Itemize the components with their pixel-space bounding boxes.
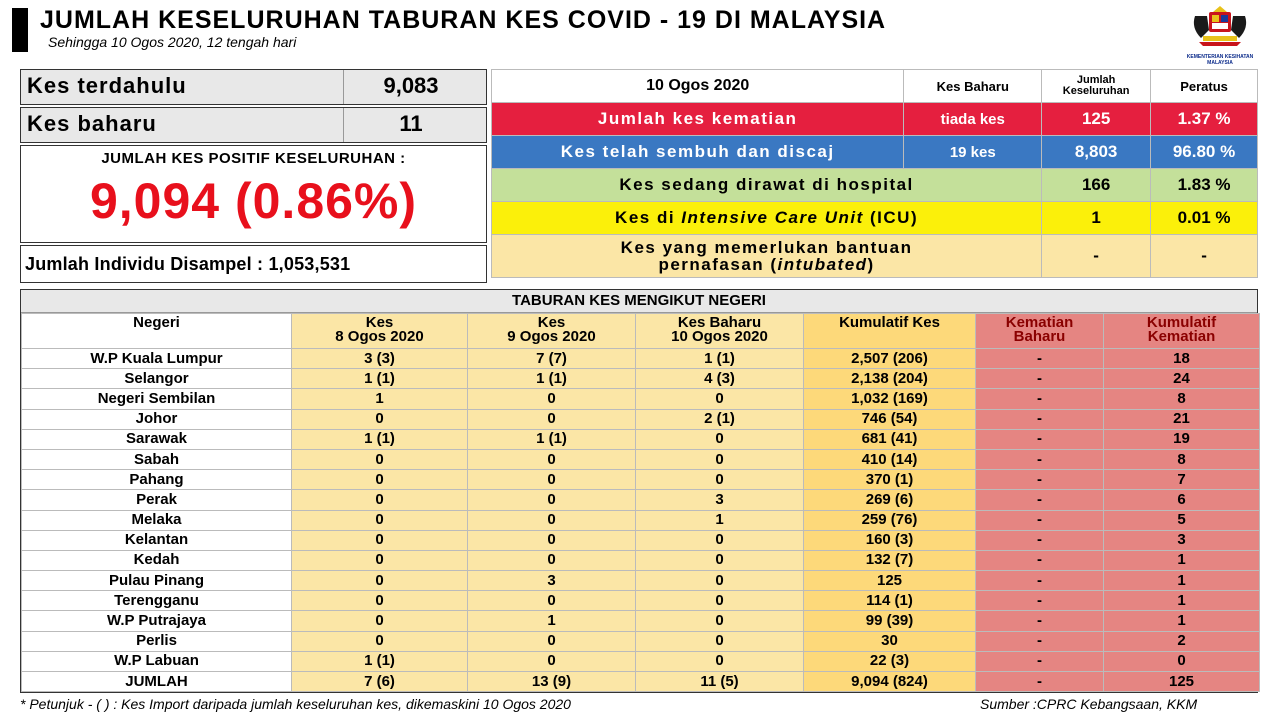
col-cumulative-deaths-cell: 7 xyxy=(1104,470,1260,490)
total-row xyxy=(22,672,1260,692)
col-state-cell: Pahang xyxy=(22,470,292,490)
col-state-cell: Perlis xyxy=(22,631,292,651)
icu-label-italic: Intensive Care Unit xyxy=(681,208,864,227)
death-row xyxy=(492,103,1258,136)
col-cases-8-aug-header xyxy=(292,314,468,349)
coat-of-arms-icon xyxy=(1185,4,1255,48)
col-state-cell: W.P Kuala Lumpur xyxy=(22,349,292,369)
header-line: Kumulatif Kes xyxy=(839,314,940,331)
table-row xyxy=(22,429,1260,449)
col-cases-8-aug-cell: 0 xyxy=(292,490,468,510)
icu-pct: 0.01 % xyxy=(1151,202,1258,235)
col-new-cases-10-aug-cell: 0 xyxy=(636,591,804,611)
recovered-total: 8,803 xyxy=(1042,136,1151,169)
col-new-deaths-cell: - xyxy=(976,389,1104,409)
col-new-cases-10-aug-cell: 0 xyxy=(636,429,804,449)
status-col-pct: Peratus xyxy=(1151,70,1258,103)
header-line: Baharu xyxy=(1013,328,1066,345)
col-state-cell: Perak xyxy=(22,490,292,510)
col-new-deaths-cell: - xyxy=(976,429,1104,449)
col-cases-8-aug-cell: 0 xyxy=(292,449,468,469)
col-cases-9-aug-cell: 0 xyxy=(468,631,636,651)
col-new-deaths-cell: - xyxy=(976,409,1104,429)
col-cumulative-cell: 30 xyxy=(804,631,976,651)
col-cumulative-cell: 370 (1) xyxy=(804,470,976,490)
col-new-deaths-cell: - xyxy=(976,490,1104,510)
col-cumulative-deaths-cell: 19 xyxy=(1104,429,1260,449)
table-row xyxy=(22,389,1260,409)
intubated-total: - xyxy=(1042,235,1151,278)
col-cases-9-aug-cell: 0 xyxy=(468,530,636,550)
intubated-pct: - xyxy=(1151,235,1258,278)
col-new-deaths-cell: - xyxy=(976,631,1104,651)
col-cumulative-deaths-cell: 8 xyxy=(1104,389,1260,409)
col-new-deaths-cell: - xyxy=(976,651,1104,671)
state-table xyxy=(21,313,1260,692)
col-state-cell: Johor xyxy=(22,409,292,429)
table-row xyxy=(22,470,1260,490)
intubated-label-line2 xyxy=(492,256,1041,273)
page-subtitle: Sehingga 10 Ogos 2020, 12 tengah hari xyxy=(48,34,297,50)
table-row xyxy=(22,369,1260,389)
table-row xyxy=(22,550,1260,570)
col-cumulative-deaths-cell: 125 xyxy=(1104,672,1260,692)
col-new-deaths-cell: - xyxy=(976,530,1104,550)
col-new-cases-10-aug-cell: 0 xyxy=(636,571,804,591)
status-col-total: Jumlah Keseluruhan xyxy=(1042,70,1151,103)
col-cases-8-aug-cell: 0 xyxy=(292,510,468,530)
previous-cases-value: 9,083 xyxy=(383,73,439,98)
header-line: Kes Baharu xyxy=(677,314,762,331)
col-cumulative-cell: 114 (1) xyxy=(804,591,976,611)
col-cases-9-aug-cell: 0 xyxy=(468,651,636,671)
previous-cases-row xyxy=(20,69,487,105)
col-cumulative-cell: 9,094 (824) xyxy=(804,672,976,692)
col-new-deaths-cell: - xyxy=(976,369,1104,389)
col-cumulative-cell: 22 (3) xyxy=(804,651,976,671)
col-cases-9-aug-cell: 1 (1) xyxy=(468,429,636,449)
total-positive-value: 9,094 (0.86%) xyxy=(89,173,418,229)
col-cumulative-deaths-cell: 18 xyxy=(1104,349,1260,369)
col-cumulative-deaths-cell: 8 xyxy=(1104,449,1260,469)
intubated-row xyxy=(492,235,1258,278)
col-cumulative-deaths-cell: 1 xyxy=(1104,591,1260,611)
col-cumulative-cell: 2,138 (204) xyxy=(804,369,976,389)
col-cumulative-deaths-cell: 0 xyxy=(1104,651,1260,671)
col-cumulative-cell: 2,507 (206) xyxy=(804,349,976,369)
new-cases-value: 11 xyxy=(399,111,423,136)
col-new-cases-10-aug-cell: 0 xyxy=(636,611,804,631)
col-cumulative-cell: 132 (7) xyxy=(804,550,976,570)
logo-text: KEMENTERIAN KESIHATAN xyxy=(1186,54,1254,60)
col-cases-9-aug-cell: 0 xyxy=(468,550,636,570)
col-cases-9-aug-cell: 0 xyxy=(468,409,636,429)
col-state-cell: Sabah xyxy=(22,449,292,469)
col-state-cell: W.P Labuan xyxy=(22,651,292,671)
col-new-cases-10-aug-cell: 0 xyxy=(636,651,804,671)
recovered-row xyxy=(492,136,1258,169)
col-new-cases-10-aug-cell: 0 xyxy=(636,449,804,469)
col-cumulative-deaths-cell: 3 xyxy=(1104,530,1260,550)
intubated-label-prefix: pernafasan ( xyxy=(658,255,778,274)
death-total: 125 xyxy=(1042,103,1151,136)
col-cases-9-aug-cell: 0 xyxy=(468,510,636,530)
col-cases-8-aug-cell: 3 (3) xyxy=(292,349,468,369)
col-new-cases-10-aug-cell: 11 (5) xyxy=(636,672,804,692)
col-state-cell: Kelantan xyxy=(22,530,292,550)
col-cumulative-deaths-header xyxy=(1104,314,1260,349)
col-state-cell: Negeri Sembilan xyxy=(22,389,292,409)
logo-text-country: MALAYSIA xyxy=(1207,60,1233,66)
table-row xyxy=(22,530,1260,550)
state-table-caption: TABURAN KES MENGIKUT NEGERI xyxy=(21,290,1257,313)
status-header-row xyxy=(492,70,1258,103)
col-new-cases-10-aug-cell: 1 xyxy=(636,510,804,530)
col-new-cases-10-aug-header xyxy=(636,314,804,349)
header-line: Kes xyxy=(537,314,566,331)
table-row xyxy=(22,449,1260,469)
header-line: Kumulatif xyxy=(1146,314,1217,331)
col-cases-8-aug-cell: 0 xyxy=(292,550,468,570)
death-new: tiada kes xyxy=(904,103,1042,136)
table-row xyxy=(22,490,1260,510)
header-line: 10 Ogos 2020 xyxy=(671,328,768,345)
col-cases-9-aug-cell: 0 xyxy=(468,591,636,611)
table-row xyxy=(22,611,1260,631)
header-accent-bar xyxy=(12,8,28,52)
col-cases-8-aug-cell: 1 (1) xyxy=(292,651,468,671)
col-cases-8-aug-cell: 0 xyxy=(292,571,468,591)
col-new-cases-10-aug-cell: 2 (1) xyxy=(636,409,804,429)
header-line: Kes xyxy=(365,314,394,331)
col-cases-8-aug-cell: 0 xyxy=(292,409,468,429)
col-cumulative-cell: 746 (54) xyxy=(804,409,976,429)
col-cumulative-deaths-cell: 2 xyxy=(1104,631,1260,651)
table-row xyxy=(22,571,1260,591)
table-row xyxy=(22,651,1260,671)
col-cases-8-aug-cell: 1 xyxy=(292,389,468,409)
col-cases-8-aug-cell: 7 (6) xyxy=(292,672,468,692)
hospital-row xyxy=(492,169,1258,202)
total-positive-label: JUMLAH KES POSITIF KESELURUHAN : xyxy=(101,150,406,167)
col-cases-8-aug-cell: 0 xyxy=(292,530,468,550)
col-new-cases-10-aug-cell: 0 xyxy=(636,470,804,490)
new-cases-row xyxy=(20,107,487,143)
col-cases-9-aug-header xyxy=(468,314,636,349)
hospital-label: Kes sedang dirawat di hospital xyxy=(492,169,1042,202)
col-cases-9-aug-cell: 0 xyxy=(468,449,636,469)
recovered-new: 19 kes xyxy=(904,136,1042,169)
col-cumulative-deaths-cell: 1 xyxy=(1104,550,1260,570)
col-new-deaths-cell: - xyxy=(976,470,1104,490)
col-cumulative-cell: 99 (39) xyxy=(804,611,976,631)
hospital-pct: 1.83 % xyxy=(1151,169,1258,202)
table-row xyxy=(22,631,1260,651)
state-table-body xyxy=(22,349,1260,692)
ministry-logo xyxy=(1170,4,1270,64)
tested-individuals-label: Jumlah Individu Disampel : 1,053,531 xyxy=(25,254,351,274)
icu-label-suffix: (ICU) xyxy=(863,208,919,227)
tested-individuals-box xyxy=(20,245,487,283)
col-new-deaths-cell: - xyxy=(976,550,1104,570)
col-state-cell: Kedah xyxy=(22,550,292,570)
col-new-cases-10-aug-cell: 0 xyxy=(636,530,804,550)
intubated-label-suffix: ) xyxy=(867,255,875,274)
col-new-deaths-cell: - xyxy=(976,672,1104,692)
icu-label-prefix: Kes di xyxy=(615,208,682,227)
col-new-deaths-cell: - xyxy=(976,591,1104,611)
recovered-label: Kes telah sembuh dan discaj xyxy=(492,136,904,169)
col-cumulative-deaths-cell: 5 xyxy=(1104,510,1260,530)
intubated-label xyxy=(492,235,1042,278)
col-new-cases-10-aug-cell: 1 (1) xyxy=(636,349,804,369)
intubated-label-line1: Kes yang memerlukan bantuan xyxy=(620,238,913,257)
total-positive-box xyxy=(20,145,487,243)
table-row xyxy=(22,510,1260,530)
col-cases-8-aug-cell: 1 (1) xyxy=(292,429,468,449)
header-line: 9 Ogos 2020 xyxy=(507,328,596,345)
col-new-cases-10-aug-cell: 0 xyxy=(636,631,804,651)
header-line: 8 Ogos 2020 xyxy=(335,328,424,345)
col-cumulative-deaths-cell: 1 xyxy=(1104,611,1260,631)
col-new-cases-10-aug-cell: 3 xyxy=(636,490,804,510)
new-cases-label: Kes baharu xyxy=(27,111,157,136)
table-row xyxy=(22,591,1260,611)
state-table-header xyxy=(22,314,1260,349)
col-cumulative-cell: 125 xyxy=(804,571,976,591)
col-cases-8-aug-cell: 0 xyxy=(292,631,468,651)
state-distribution xyxy=(20,289,1258,693)
col-cumulative-deaths-cell: 24 xyxy=(1104,369,1260,389)
col-cases-8-aug-cell: 0 xyxy=(292,611,468,631)
col-cumulative-cell: 681 (41) xyxy=(804,429,976,449)
previous-cases-label: Kes terdahulu xyxy=(27,73,187,98)
header-line: Kematian xyxy=(1005,314,1074,331)
col-cases-8-aug-cell: 1 (1) xyxy=(292,369,468,389)
col-new-deaths-cell: - xyxy=(976,571,1104,591)
col-cases-8-aug-cell: 0 xyxy=(292,591,468,611)
col-state-cell: Selangor xyxy=(22,369,292,389)
header-line: Kematian xyxy=(1147,328,1216,345)
col-new-cases-10-aug-cell: 0 xyxy=(636,550,804,570)
col-cumulative-cell: 269 (6) xyxy=(804,490,976,510)
col-new-cases-10-aug-cell: 4 (3) xyxy=(636,369,804,389)
col-new-deaths-cell: - xyxy=(976,510,1104,530)
death-pct: 1.37 % xyxy=(1151,103,1258,136)
col-cumulative-deaths-cell: 6 xyxy=(1104,490,1260,510)
col-state-cell: JUMLAH xyxy=(22,672,292,692)
col-new-deaths-cell: - xyxy=(976,349,1104,369)
icu-total: 1 xyxy=(1042,202,1151,235)
hospital-total: 166 xyxy=(1042,169,1151,202)
footnote: * Petunjuk - ( ) : Kes Import daripada jumlah keseluruhan kes, dikemaskini 10 Ogos 2020 xyxy=(20,696,571,712)
col-cumulative-cell: 410 (14) xyxy=(804,449,976,469)
col-cases-9-aug-cell: 0 xyxy=(468,470,636,490)
icu-row xyxy=(492,202,1258,235)
case-status-table xyxy=(491,69,1258,278)
col-cumulative-deaths-cell: 1 xyxy=(1104,571,1260,591)
col-cases-9-aug-cell: 7 (7) xyxy=(468,349,636,369)
icu-label xyxy=(492,202,1042,235)
header-line: Negeri xyxy=(133,314,180,331)
col-state-cell: W.P Putrajaya xyxy=(22,611,292,631)
source-note: Sumber :CPRC Kebangsaan, KKM xyxy=(980,696,1198,712)
col-new-deaths-header xyxy=(976,314,1104,349)
col-new-deaths-cell: - xyxy=(976,611,1104,631)
col-cases-8-aug-cell: 0 xyxy=(292,470,468,490)
col-cumulative-cell: 259 (76) xyxy=(804,510,976,530)
col-cumulative-header xyxy=(804,314,976,349)
col-cases-9-aug-cell: 3 xyxy=(468,571,636,591)
col-cases-9-aug-cell: 0 xyxy=(468,490,636,510)
death-label: Jumlah kes kematian xyxy=(492,103,904,136)
page-title: JUMLAH KESELURUHAN TABURAN KES COVID - 19 DI MALAYSIA xyxy=(40,6,887,34)
table-row xyxy=(22,349,1260,369)
col-cumulative-cell: 160 (3) xyxy=(804,530,976,550)
col-new-cases-10-aug-cell: 0 xyxy=(636,389,804,409)
col-new-deaths-cell: - xyxy=(976,449,1104,469)
col-cases-9-aug-cell: 1 (1) xyxy=(468,369,636,389)
status-col-new: Kes Baharu xyxy=(904,70,1042,103)
col-cases-9-aug-cell: 0 xyxy=(468,389,636,409)
col-state-cell: Sarawak xyxy=(22,429,292,449)
intubated-label-italic: intubated xyxy=(777,255,868,274)
col-state-header xyxy=(22,314,292,349)
col-state-cell: Pulau Pinang xyxy=(22,571,292,591)
col-cumulative-deaths-cell: 21 xyxy=(1104,409,1260,429)
status-date: 10 Ogos 2020 xyxy=(492,70,904,103)
col-state-cell: Melaka xyxy=(22,510,292,530)
table-row xyxy=(22,409,1260,429)
col-cases-9-aug-cell: 1 xyxy=(468,611,636,631)
col-cumulative-cell: 1,032 (169) xyxy=(804,389,976,409)
col-state-cell: Terengganu xyxy=(22,591,292,611)
col-cases-9-aug-cell: 13 (9) xyxy=(468,672,636,692)
recovered-pct: 96.80 % xyxy=(1151,136,1258,169)
